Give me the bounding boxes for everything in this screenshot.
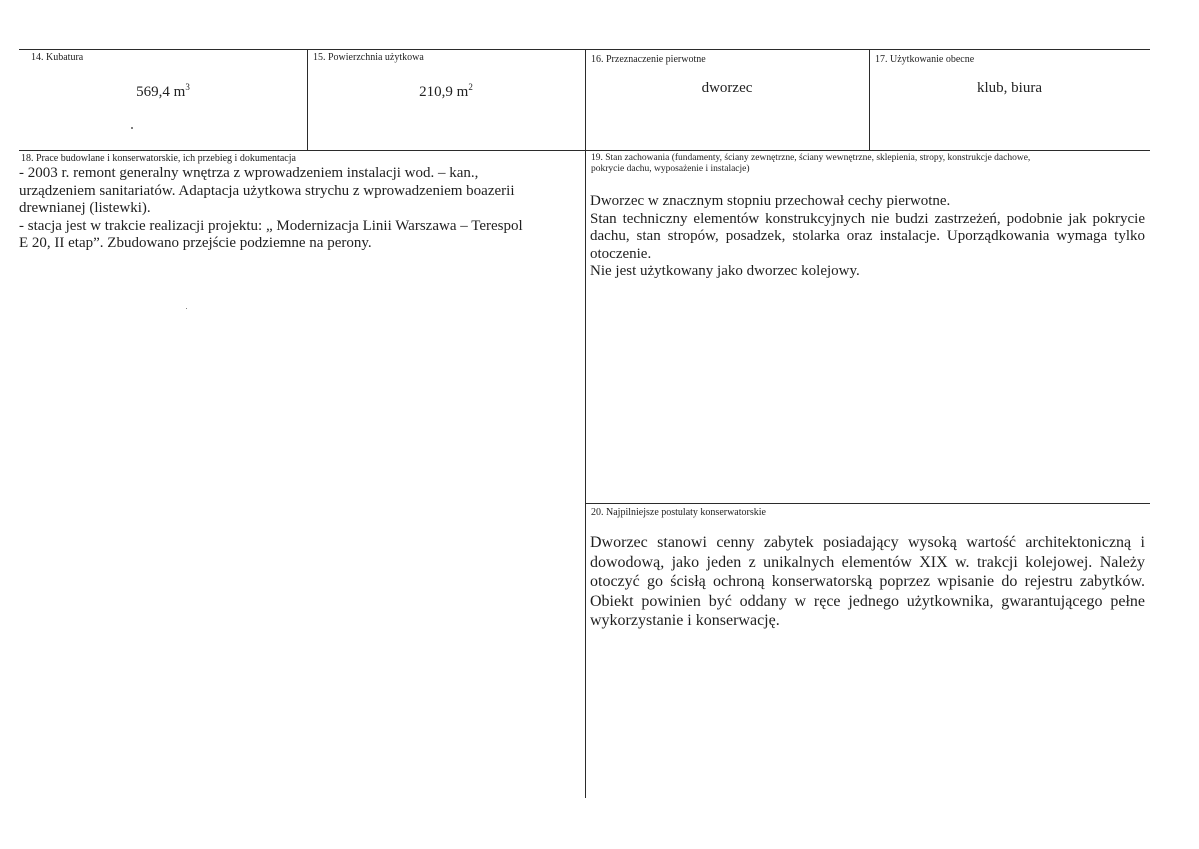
field-16-value: dworzec	[701, 80, 753, 96]
field-15-value	[307, 78, 585, 101]
field-19-paragraph-3: Nie jest użytkowany jako dworzec kolejowy.	[590, 263, 860, 279]
field-18-line-2: urządzeniem sanitariatów. Adaptacja użytkowa strychu z wprowadzeniem boazerii	[19, 182, 515, 199]
field-19-label-line-1: 19. Stan zachowania (fundamenty, ściany zewnętrzne, ściany wewnętrzne, sklepienia, stropy, konstrukcje dachowe,	[591, 153, 1031, 163]
field-15-value-text: 210,9 m	[419, 84, 469, 100]
field-19-content	[590, 193, 1145, 281]
field-18-line-5: E 20, II etap”. Zbudowano przejście podziemne na perony.	[19, 235, 372, 251]
field-19-paragraph-1: Dworzec w znacznym stopniu przechował cechy pierwotne.	[590, 193, 951, 209]
divider-18-19	[585, 150, 586, 798]
divider-16-17	[869, 49, 870, 151]
field-14-value	[19, 78, 307, 101]
field-18-line-1: - 2003 r. remont generalny wnętrza z wprowadzeniem instalacji wod. – kan.,	[19, 165, 479, 181]
field-17-label: 17. Użytkowanie obecne	[875, 54, 975, 65]
field-14-value-text: 569,4 m	[136, 84, 186, 100]
field-20-label: 20. Najpilniejsze postulaty konserwatorskie	[591, 507, 766, 518]
field-20-paragraph: Dworzec stanowi cenny zabytek posiadający wysoką wartość architektoniczną i dowodową, jako jeden z unikalnych elementów XIX w. trakcji kolejowej. Należy otoczyć go ścisłą ochroną konserwatorską poprzez wpisanie do rejestru zabytków. Obiekt powinien być oddany w ręce jednego użytkownika, gwarantującego pełne wykorzystanie i konserwację.	[590, 534, 1145, 629]
field-18-label: 18. Prace budowlane i konserwatorskie, ich przebieg i dokumentacja	[21, 153, 296, 164]
field-14-unit-sup: 3	[185, 82, 190, 92]
field-18-content	[19, 165, 581, 253]
field-19-label-line-2: pokrycie dachu, wyposażenie i instalacje)	[591, 164, 750, 174]
field-20-content	[590, 533, 1145, 631]
scan-speck	[186, 308, 187, 309]
field-18-line-3: drewnianej (listewki).	[19, 200, 151, 216]
scan-speck	[131, 127, 133, 129]
field-17-value: klub, biura	[977, 80, 1042, 96]
field-14-label: 14. Kubatura	[31, 52, 84, 63]
field-15-label: 15. Powierzchnia użytkowa	[313, 52, 424, 63]
field-18-line-4: - stacja jest w trakcie realizacji projektu: „ Modernizacja Linii Warszawa – Terespol	[19, 217, 523, 234]
section20-top-line	[585, 503, 1150, 504]
divider-15-16	[585, 49, 586, 151]
field-19-paragraph-2: Stan techniczny elementów konstrukcyjnych nie budzi zastrzeżeń, podobnie jak pokrycie dachu, stan stropów, posadzek, stolarka oraz instalacje. Uporządkowania wymaga tylko otoczenie.	[590, 210, 1145, 262]
field-15-unit-sup: 2	[468, 82, 473, 92]
field-16-label: 16. Przeznaczenie pierwotne	[591, 54, 706, 65]
